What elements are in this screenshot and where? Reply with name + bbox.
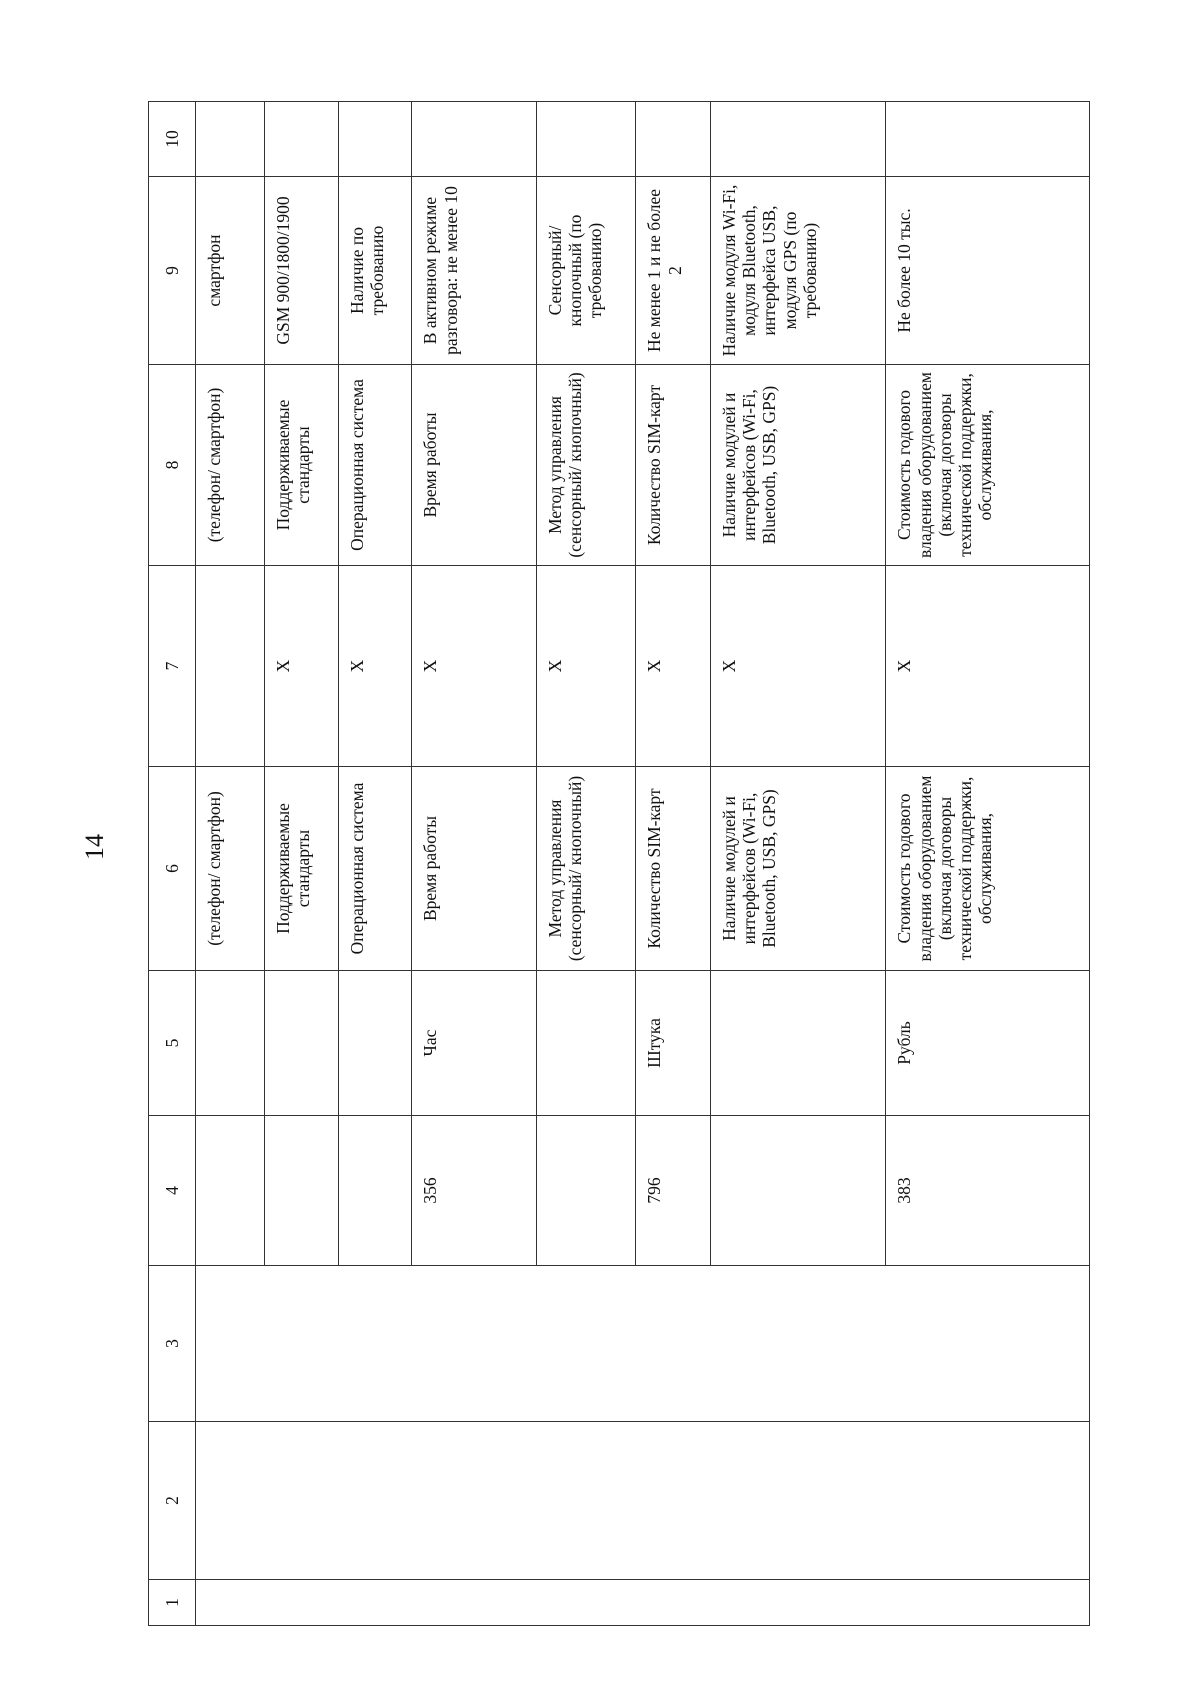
table-cell: 383 <box>886 1116 1090 1266</box>
table-cell: X <box>412 566 536 767</box>
table-cell <box>711 102 886 177</box>
table-cell <box>412 102 536 177</box>
table-cell: GSM 900/1800/1900 <box>265 177 339 365</box>
table-cell: 796 <box>636 1116 711 1266</box>
table-cell <box>711 971 886 1116</box>
table-cell: Не менее 1 и не более 2 <box>636 177 711 365</box>
table-cell <box>196 1116 265 1266</box>
column-number-row <box>149 102 196 1626</box>
table-cell <box>536 1116 636 1266</box>
table-cell <box>265 971 339 1116</box>
table-cell: Стоимость годового владения оборудованием (включая договоры технической поддержки, обслуживания, <box>886 365 1090 566</box>
spec-table-rotated <box>148 102 1090 1626</box>
table-cell: X <box>265 566 339 767</box>
table-cell <box>196 971 265 1116</box>
table-cell <box>196 566 265 767</box>
table-row <box>196 102 265 1626</box>
table-cell: X <box>711 566 886 767</box>
table-cell: Поддерживаемые стандарты <box>265 767 339 971</box>
column-number: 4 <box>149 1116 196 1266</box>
table-cell <box>338 971 412 1116</box>
table-cell: Время работы <box>412 365 536 566</box>
table-cell: В активном режиме разговора: не менее 10 <box>412 177 536 365</box>
table-cell <box>338 102 412 177</box>
table-cell <box>196 102 265 177</box>
table-cell: Штука <box>636 971 711 1116</box>
column-number: 1 <box>149 1580 196 1626</box>
table-cell: Наличие модуля Wi-Fi, модуля Bluetooth, интерфейса USB, модуля GPS (по требованию) <box>711 177 886 365</box>
table-cell: Рубль <box>886 971 1090 1116</box>
table-cell <box>536 971 636 1116</box>
spec-table-container <box>148 102 1090 1626</box>
column-number: 5 <box>149 971 196 1116</box>
table-cell: Количество SIM-карт <box>636 365 711 566</box>
merged-cell-col1 <box>196 1580 1090 1626</box>
table-cell: X <box>536 566 636 767</box>
table-cell: Час <box>412 971 536 1116</box>
merged-cell-col3 <box>196 1266 1090 1422</box>
table-cell: Количество SIM-карт <box>636 767 711 971</box>
column-number: 6 <box>149 767 196 971</box>
page-number: 14 <box>80 834 109 860</box>
table-cell: Метод управления (сенсорный/ кнопочный) <box>536 767 636 971</box>
table-cell <box>636 102 711 177</box>
table-cell <box>886 102 1090 177</box>
table-cell: Время работы <box>412 767 536 971</box>
table-cell: Сенсорный/ кнопочный (по требованию) <box>536 177 636 365</box>
table-cell <box>265 102 339 177</box>
table-cell: смартфон <box>196 177 265 365</box>
column-number: 10 <box>149 102 196 177</box>
table-cell: Наличие модулей и интерфейсов (Wi-Fi, Bluetooth, USB, GPS) <box>711 365 886 566</box>
table-cell: (телефон/ смартфон) <box>196 767 265 971</box>
table-cell: Наличие модулей и интерфейсов (Wi-Fi, Bluetooth, USB, GPS) <box>711 767 886 971</box>
table-cell <box>711 1116 886 1266</box>
table-cell: Метод управления (сенсорный/ кнопочный) <box>536 365 636 566</box>
column-number: 7 <box>149 566 196 767</box>
column-number: 8 <box>149 365 196 566</box>
column-number: 2 <box>149 1422 196 1580</box>
table-cell: Наличие по требованию <box>338 177 412 365</box>
table-cell <box>338 1116 412 1266</box>
table-cell: 356 <box>412 1116 536 1266</box>
spec-table <box>148 101 1090 1626</box>
table-cell: Операционная система <box>338 767 412 971</box>
table-cell: X <box>338 566 412 767</box>
table-cell: Операционная система <box>338 365 412 566</box>
merged-cell-col2 <box>196 1422 1090 1580</box>
table-cell: Не более 10 тыс. <box>886 177 1090 365</box>
table-cell <box>265 1116 339 1266</box>
table-cell: (телефон/ смартфон) <box>196 365 265 566</box>
table-cell: X <box>636 566 711 767</box>
table-cell: Стоимость годового владения оборудованием (включая договоры технической поддержки, обслуживания, <box>886 767 1090 971</box>
table-cell: Поддерживаемые стандарты <box>265 365 339 566</box>
column-number: 3 <box>149 1266 196 1422</box>
column-number: 9 <box>149 177 196 365</box>
table-cell: X <box>886 566 1090 767</box>
table-cell <box>536 102 636 177</box>
